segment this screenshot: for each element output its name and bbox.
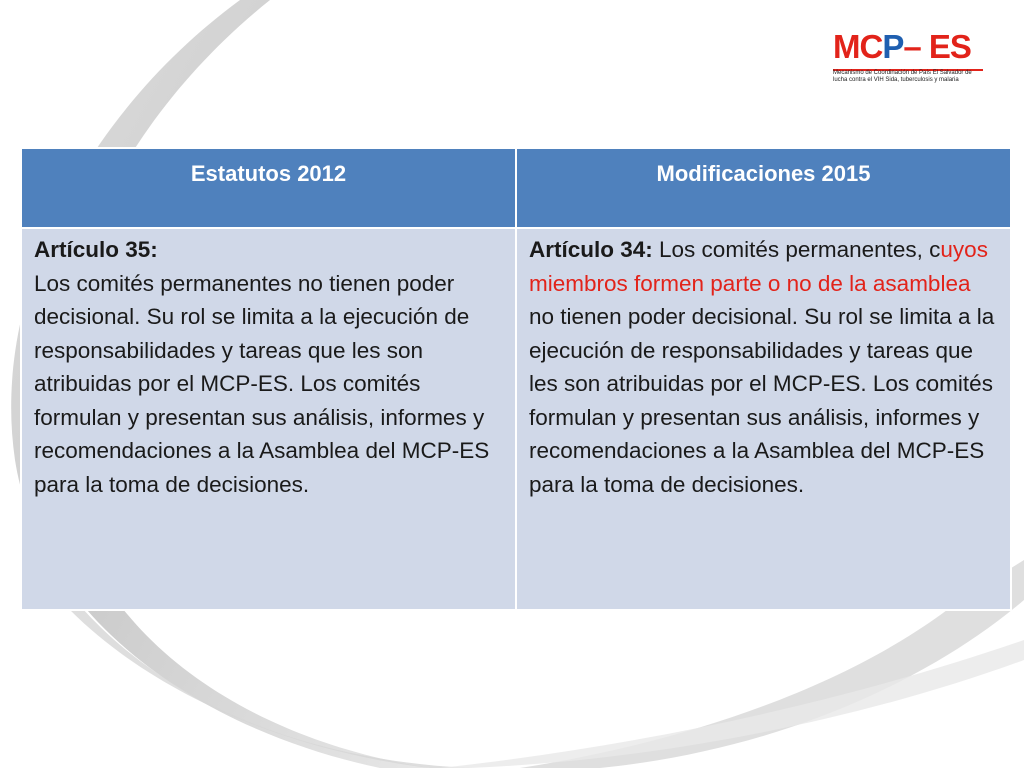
cell-articulo-34	[516, 228, 1011, 610]
table-row	[21, 228, 1011, 610]
logo-wordmark: MCP– ES	[833, 28, 971, 65]
articulo-34-highlight: uyos miembros formen parte o no de la asamblea	[529, 237, 988, 296]
logo-subtitle: Mecanismo de Coordinación de País El Salvador de lucha contra el VIH Sida, tuberculosis y malaria	[833, 70, 972, 83]
comparison-table	[20, 147, 1012, 611]
header-estatutos-2012: Estatutos 2012	[21, 148, 516, 228]
mcp-es-logo	[833, 30, 985, 86]
articulo-34-text-after: no tienen poder decisional. Su rol se limita a la ejecución de responsabilidades y tareas que les son atribuidas por el MCP-ES. Los comités formulan y presentan sus análisis, informes y recomendaciones a la Asamblea del MCP-ES para la toma de decisiones.	[529, 304, 995, 497]
table-header-row	[21, 148, 1011, 228]
articulo-35-heading: Artículo 35:	[34, 237, 158, 262]
header-modificaciones-2015: Modificaciones 2015	[516, 148, 1011, 228]
cell-articulo-35	[21, 228, 516, 610]
articulo-34-heading: Artículo 34:	[529, 237, 653, 262]
articulo-35-body: Los comités permanentes no tienen poder decisional. Su rol se limita a la ejecución de responsabilidades y tareas que les son atribuidas por el MCP-ES. Los comités formulan y presentan sus análisis, informes y recomendaciones a la Asamblea del MCP-ES para la toma de decisiones.	[34, 270, 490, 497]
articulo-34-text-before: Los comités permanentes, c	[652, 237, 941, 262]
